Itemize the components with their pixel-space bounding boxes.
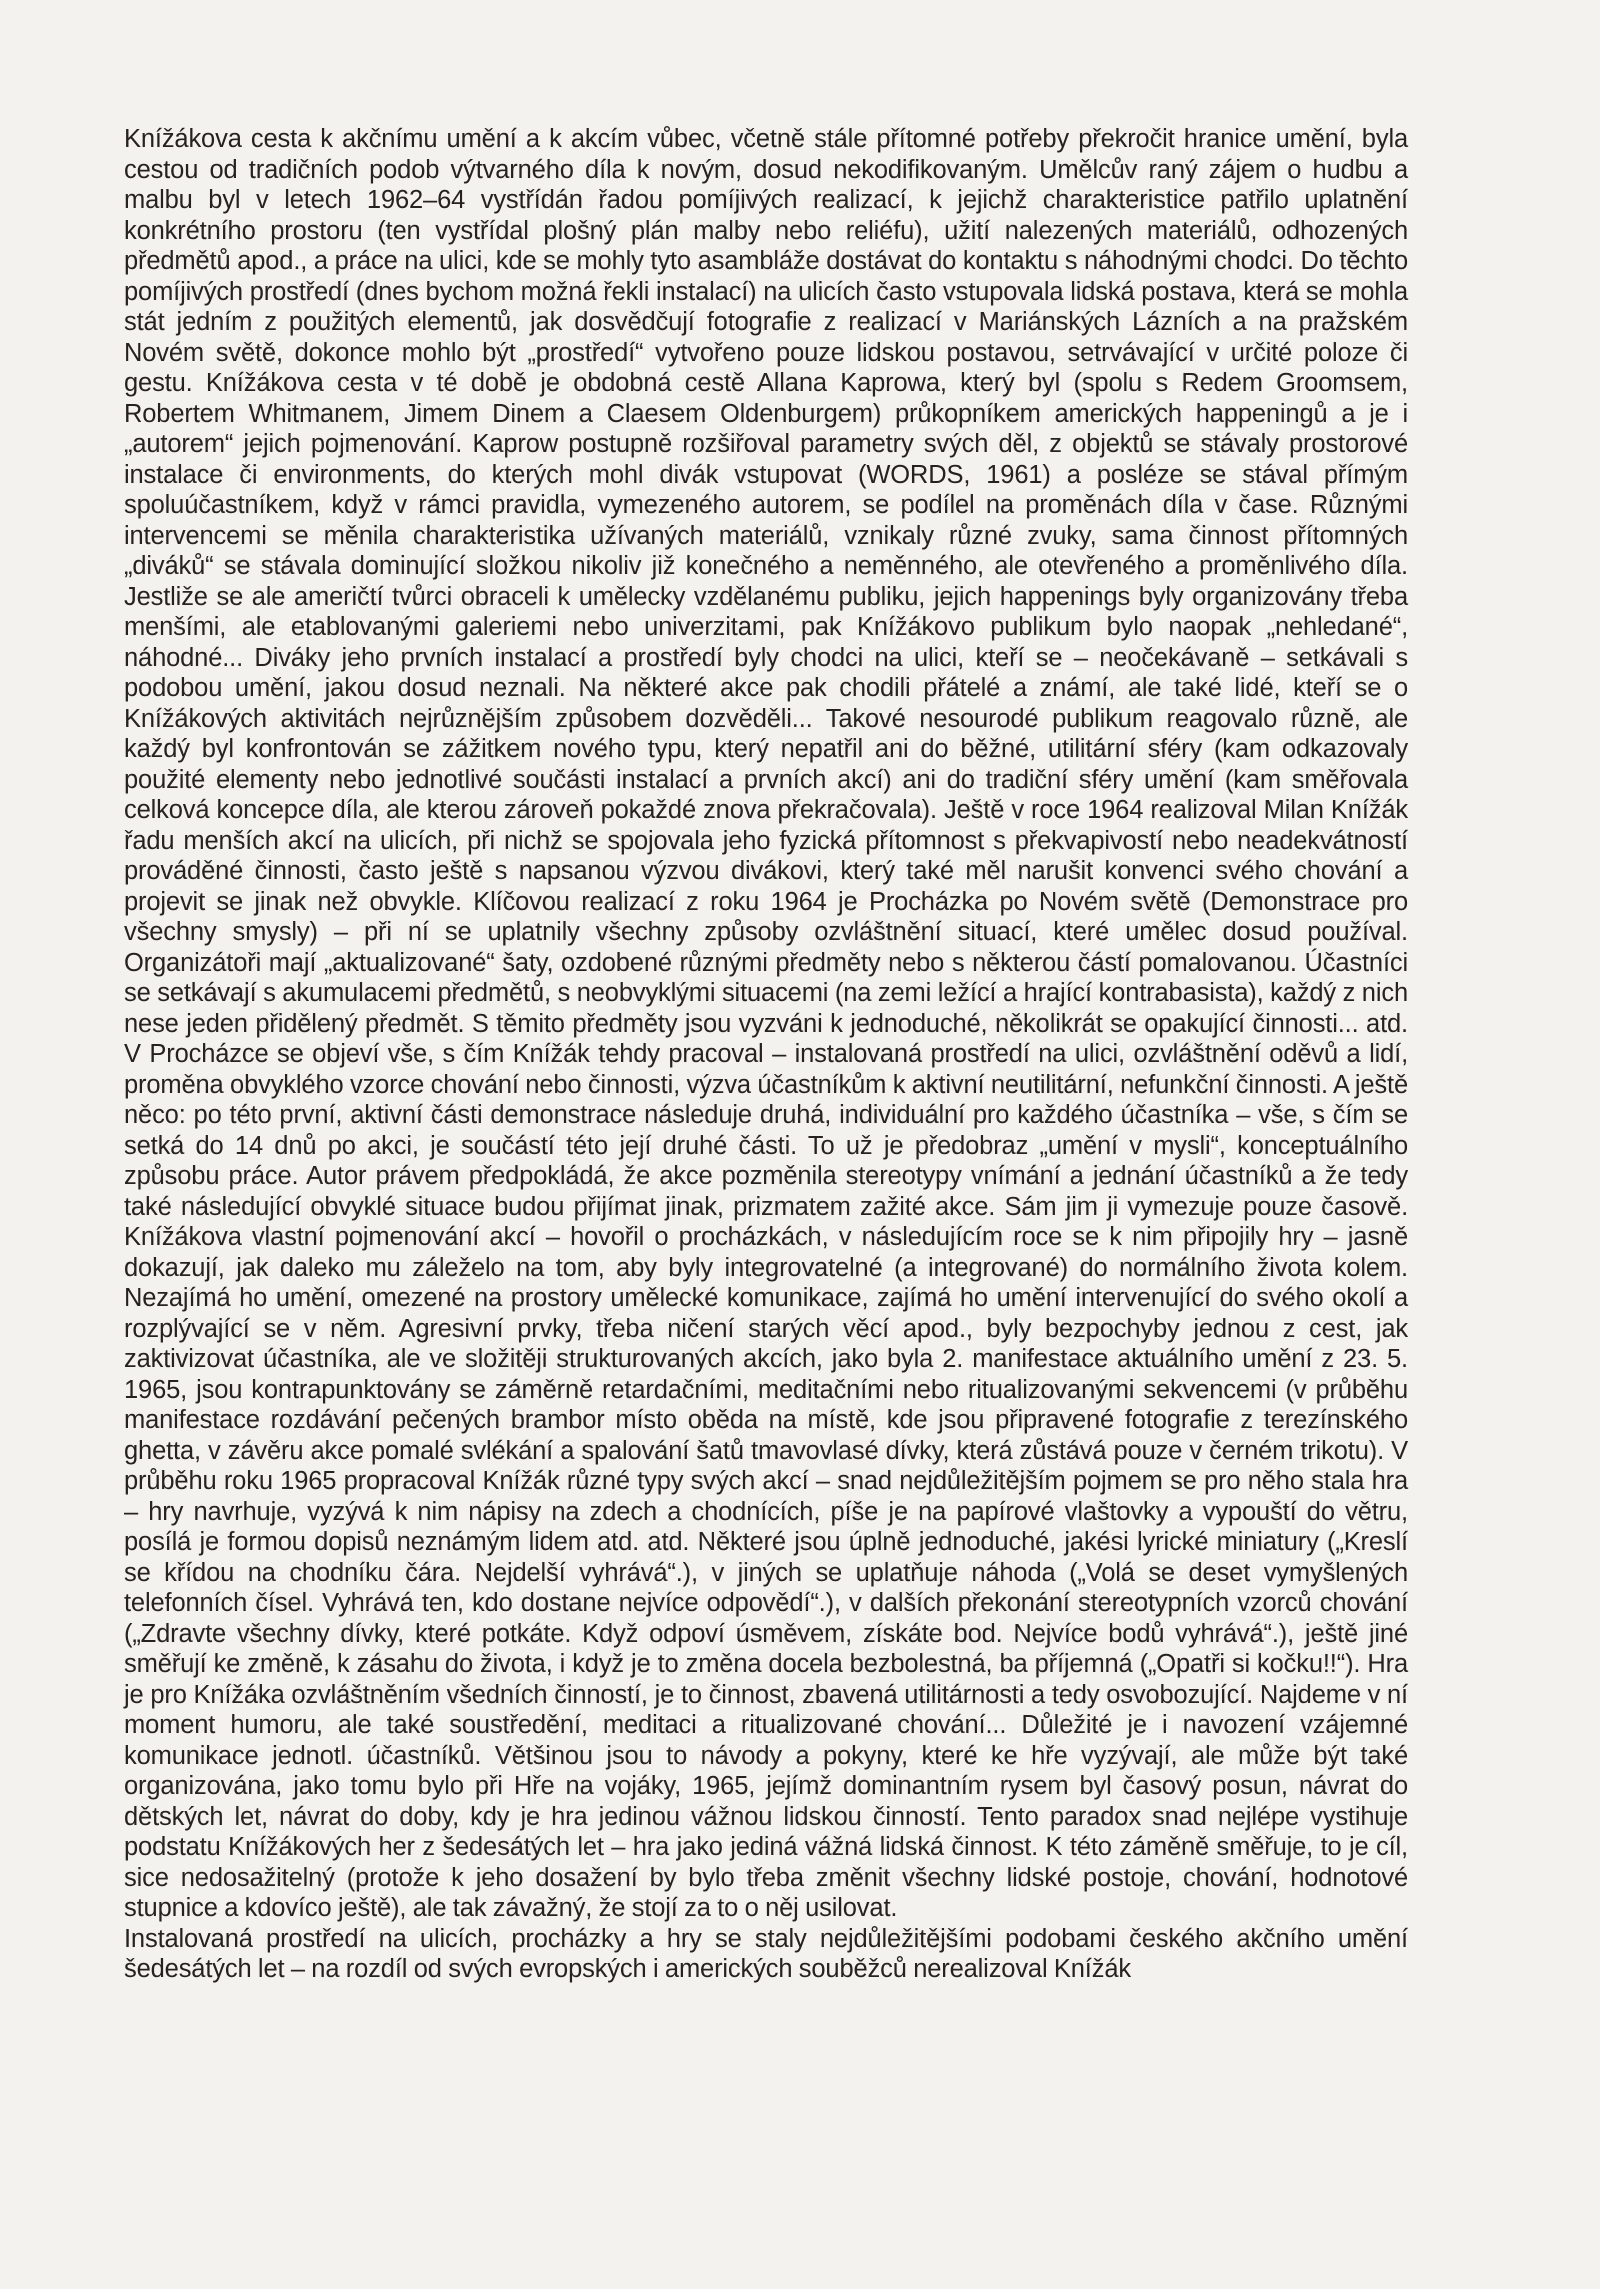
paragraph-1: Knížákova cesta k akčnímu umění a k akcím vůbec, včetně stále přítomné potřeby překročit hranice umění, byla cestou od tradičních podob výtvarného díla k novým, dosud nekodifikovaným. Umělcův raný zájem o hudbu a malbu byl v letech 1962–64 vystřídán řadou pomíjivých realizací, k jejichž charakteristice patřilo uplatnění konkrétního prostoru (ten vystřídal plošný plán malby nebo reliéfu), užití nalezených materiálů, odhozených předmětů apod., a práce na ulici, kde se mohly tyto asambláže dostávat do kontaktu s náhodnými chodci. Do těchto pomíjivých prostředí (dnes bychom možná řekli instalací) na ulicích často vstupovala lidská postava, která se mohla stát jedním z použitých elementů, jak dosvědčují fotografie z realizací v Mariánských Lázních a na pražském Novém světě, dokonce mohlo být „prostředí“ vytvořeno pouze lidskou postavou, setrvávající v určité poloze či gestu. Knížákova cesta v té době je obdobná cestě Allana Kaprowa, který byl (spolu s Redem Groomsem, Robertem Whitmanem, Jimem Dinem a Claesem Oldenburgem) průkopníkem amerických happeningů a je i „autorem“ jejich pojmenování. Kaprow postupně rozšiřoval parametry svých děl, z objektů se stávaly prostorové instalace či environments, do kterých mohl divák vstupovat (WORDS, 1961) a posléze se stával přímým spoluúčastníkem, když v rámci pravidla, vymezeného autorem, se podílel na proměnách díla v čase. Různými intervencemi se měnila charakteristika užívaných materiálů, vznikaly různé zvuky, sama činnost přítomných „diváků“ se stávala dominující složkou nikoliv již konečného a neměnného, ale otevřeného a proměnlivého díla. Jestliže se ale američtí tvůrci obraceli k umělecky vzdělanému publiku, jejich happenings byly organizovány třeba menšími, ale etablovanými galeriemi nebo univerzitami, pak Knížákovo publikum bylo naopak „nehledané“, náhodné... Diváky jeho prvních instalací a prostředí byly chodci na ulici, kteří se – neočekávaně – setkávali s podobou umění, jakou dosud neznali. Na některé akce pak chodili přátelé a známí, ale také lidé, kteří se o Knížákových aktivitách nejrůznějším způsobem dozvěděli... Takové nesourodé publikum reagovalo různě, ale každý byl konfrontován se zážitkem nového typu, který nepatřil ani do běžné, utilitární sféry (kam odkazovaly použité elementy nebo jednotlivé součásti instalací a prvních akcí) ani do tradiční sféry umění (kam směřovala celková koncepce díla, ale kterou zároveň pokaždé znova překračovala). Ještě v roce 1964 realizoval Milan Knížák řadu menších akcí na ulicích, při nichž se spojovala jeho fyzická přítomnost s překvapivostí nebo neadekvátností prováděné činnosti, často ještě s napsanou výzvou divákovi, který také měl narušit konvenci svého chování a projevit se jinak než obvykle. Klíčovou realizací z roku 1964 je Procházka po Novém světě (Demonstrace pro všechny smysly) – při ní se uplatnily všechny způsoby ozvláštnění situací, které umělec dosud používal. Organizátoři mají „aktualizované“ šaty, ozdobené různými předměty nebo s některou částí pomalovanou. Účastníci se setkávají s akumulacemi předmětů, s neobvyklými situacemi (na zemi ležící a hrající kontrabasista), každý z nich nese jeden přidělený předmět. S těmito předměty jsou vyzváni k jednoduché, několikrát se opakující činnosti... atd. V Procházce se objeví vše, s čím Knížák tehdy pracoval – instalovaná prostředí na ulici, ozvláštnění oděvů a lidí, proměna obvyklého vzorce chování nebo činnosti, výzva účastníkům k aktivní neutilitární, nefunkční činnosti. A ještě něco: po této první, aktivní části demonstrace následuje druhá, individuální pro každého účastníka – vše, s čím se setká do 14 dnů po akci, je součástí této její druhé části. To už je předobraz „umění v mysli“, konceptuálního způsobu práce. Autor právem předpokládá, že akce pozměnila stereotypy vnímání a jednání účastníků a že tedy také následující obvyklé situace budou přijímat jinak, prizmatem zažité akce. Sám jim ji vymezuje pouze časově. Knížákova vlastní pojmenování akcí – hovořil o procházkách, v následujícím roce se k nim připojily hry – jasně dokazují, jak daleko mu záleželo na tom, aby byly integrovatelné (a integrované) do normálního života kolem. Nezajímá ho umění, omezené na prostory umělecké komunikace, zajímá ho umění intervenující do svého okolí a rozplývající se v něm. Agresivní prvky, třeba ničení starých věcí apod., byly bezpochyby jednou z cest, jak zaktivizovat účastníka, ale ve složitěji strukturovaných akcích, jako byla 2. manifestace aktuálního umění z 23. 5. 1965, jsou kontrapunktovány se záměrně retardačními, meditačními nebo ritualizovanými sekvencemi (v průběhu manifestace rozdávání pečených brambor místo oběda na místě, kde jsou připravené fotografie z terezínského ghetta, v závěru akce pomalé svlékání a spalování šatů tmavovlasé dívky, která zůstává pouze v černém trikotu). V průběhu roku 1965 propracoval Knížák různé typy svých akcí – snad nejdůležitějším pojmem se pro něho stala hra – hry navrhuje, vyzývá k nim nápisy na zdech a chodnících, píše je na papírové vlaštovky a vypouští do větru, posílá je formou dopisů neznámým lidem atd. atd. Některé jsou úplně jednoduché, jakési lyrické miniatury („Kreslí se křídou na chodníku čára. Nejdelší vyhrává“.), v jiných se uplatňuje náhoda („Volá se deset vymyšlených telefonních čísel. Vyhrává ten, kdo dostane nejvíce odpovědí“.), v dalších překonání stereotypních vzorců chování („Zdravte všechny dívky, které potkáte. Když odpoví úsměvem, získáte bod. Nejvíce bodů vyhrává“.), ještě jiné směřují ke změně, k zásahu do života, i když je to změna docela bezbolestná, ba příjemná („Opatři si kočku!!“). Hra je pro Knížáka ozvláštněním všedních činností, je to činnost, zbavená utilitárnosti a tedy osvobozující. Najdeme v ní moment humoru, ale také soustředění, meditaci a ritualizované chování... Důležité je i navození vzájemné komunikace jednotl. účastníků. Většinou jsou to návody a pokyny, které ke hře vyzývají, ale může být také organizována, jako tomu bylo při Hře na vojáky, 1965, jejímž dominantním rysem byl časový posun, návrat do dětských let, návrat do doby, kdy je hra jedinou vážnou lidskou činností. Tento paradox snad nejlépe vystihuje podstatu Knížákových her z šedesátých let – hra jako jediná vážná lidská činnost. K této záměně směřuje, to je cíl, sice nedosažitelný (protože k jeho dosažení by bylo třeba změnit všechny lidské postoje, chování, hodnotové stupnice a kdovíco ještě), ale tak závažný, že stojí za to o něj usilovat. (124, 125, 1408, 1922)
article-text (124, 124, 1408, 1985)
paragraph-2: Instalovaná prostředí na ulicích, procházky a hry se staly nejdůležitějšími podobami českého akčního umění šedesátých let – na rozdíl od svých evropských i amerických souběžců nerealizoval Knížák (124, 1924, 1408, 1983)
